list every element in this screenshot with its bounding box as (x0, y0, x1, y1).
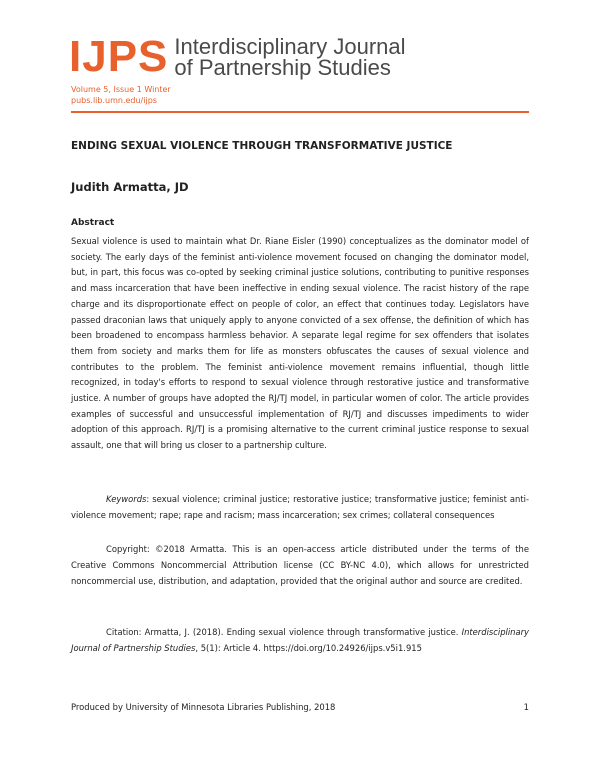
abstract-heading: Abstract (71, 218, 115, 228)
citation-tail[interactable]: , 5(1): Article 4. https://doi.org/10.24926/ijps.v5i1.915 (195, 643, 422, 653)
copyright-notice: Copyright: ©2018 Armatta. This is an open-access article distributed under the terms of the Creative Commons Noncommercial Attribution license (CC BY-NC 4.0), which allows for unrestricted noncommercial use, distribution, and adaptation, provided that the original author and source are credited. (71, 544, 529, 586)
abstract-body: Sexual violence is used to maintain what Dr. Riane Eisler (1990) conceptualizes as the dominator model of society. The early days of the feminist anti-violence movement focused on changing the dominator model, but, in part, this focus was co-opted by seeking criminal justice solutions, contributing to punitive responses and mass incarceration that have been ineffective in ending sexual violence. The racist history of the rape charge and its disproportionate effect on people of color, an effect that continues today. Legislators have passed draconian laws that uniquely apply to anyone convicted of a sex offense, the definition of which has been broadened to encompass harmless behavior. A separate legal regime for sex offenders that isolates them from society and marks them for life as monsters obfuscates the causes of sexual violence and contributes to the problem. The feminist anti-violence movement remains influential, though little recognized, in today's efforts to respond to sexual violence through restorative justice and transformative justice. A number of groups have adopted the RJ/TJ model, in particular women of color. The article provides examples of successful and unsuccessful implementation of RJ/TJ and discusses impediments to wider adoption of this approach. RJ/TJ is a promising alternative to the current criminal justice response to sexual assault, one that will bring us closer to a partnership culture. (71, 236, 529, 451)
page-number: 1 (523, 702, 529, 712)
header-divider (71, 111, 529, 113)
journal-name-line2: of Partnership Studies (174, 55, 391, 80)
journal-logo (69, 32, 406, 81)
keywords-label: Keywords (106, 494, 147, 504)
citation-journal: Interdisciplinary Journal of Partnership Studies (71, 627, 529, 653)
footer-publisher: Produced by University of Minnesota Libraries Publishing, 2018 (71, 702, 336, 712)
logo-mark: IJPS (69, 32, 169, 81)
keywords-list: : sexual violence; criminal justice; restorative justice; transformative justice; feminist anti-violence movement; rape; rape and racism; mass incarceration; sex crimes; collateral consequences (71, 494, 529, 520)
issue-info (71, 84, 171, 106)
journal-name (174, 36, 405, 78)
volume-label: Volume 5, Issue 1 Winter (71, 85, 171, 94)
journal-name-line1: Interdisciplinary Journal (174, 34, 406, 59)
citation-lead: Citation: Armatta, J. (2018). Ending sexual violence through transformative justice. (106, 627, 462, 637)
keywords-paragraph (71, 491, 529, 523)
article-author: Judith Armatta, JD (71, 180, 189, 194)
article-title: ENDING SEXUAL VIOLENCE THROUGH TRANSFORMATIVE JUSTICE (71, 140, 453, 152)
citation-paragraph (71, 624, 529, 656)
journal-url[interactable]: pubs.lib.umn.edu/ijps (71, 96, 157, 105)
